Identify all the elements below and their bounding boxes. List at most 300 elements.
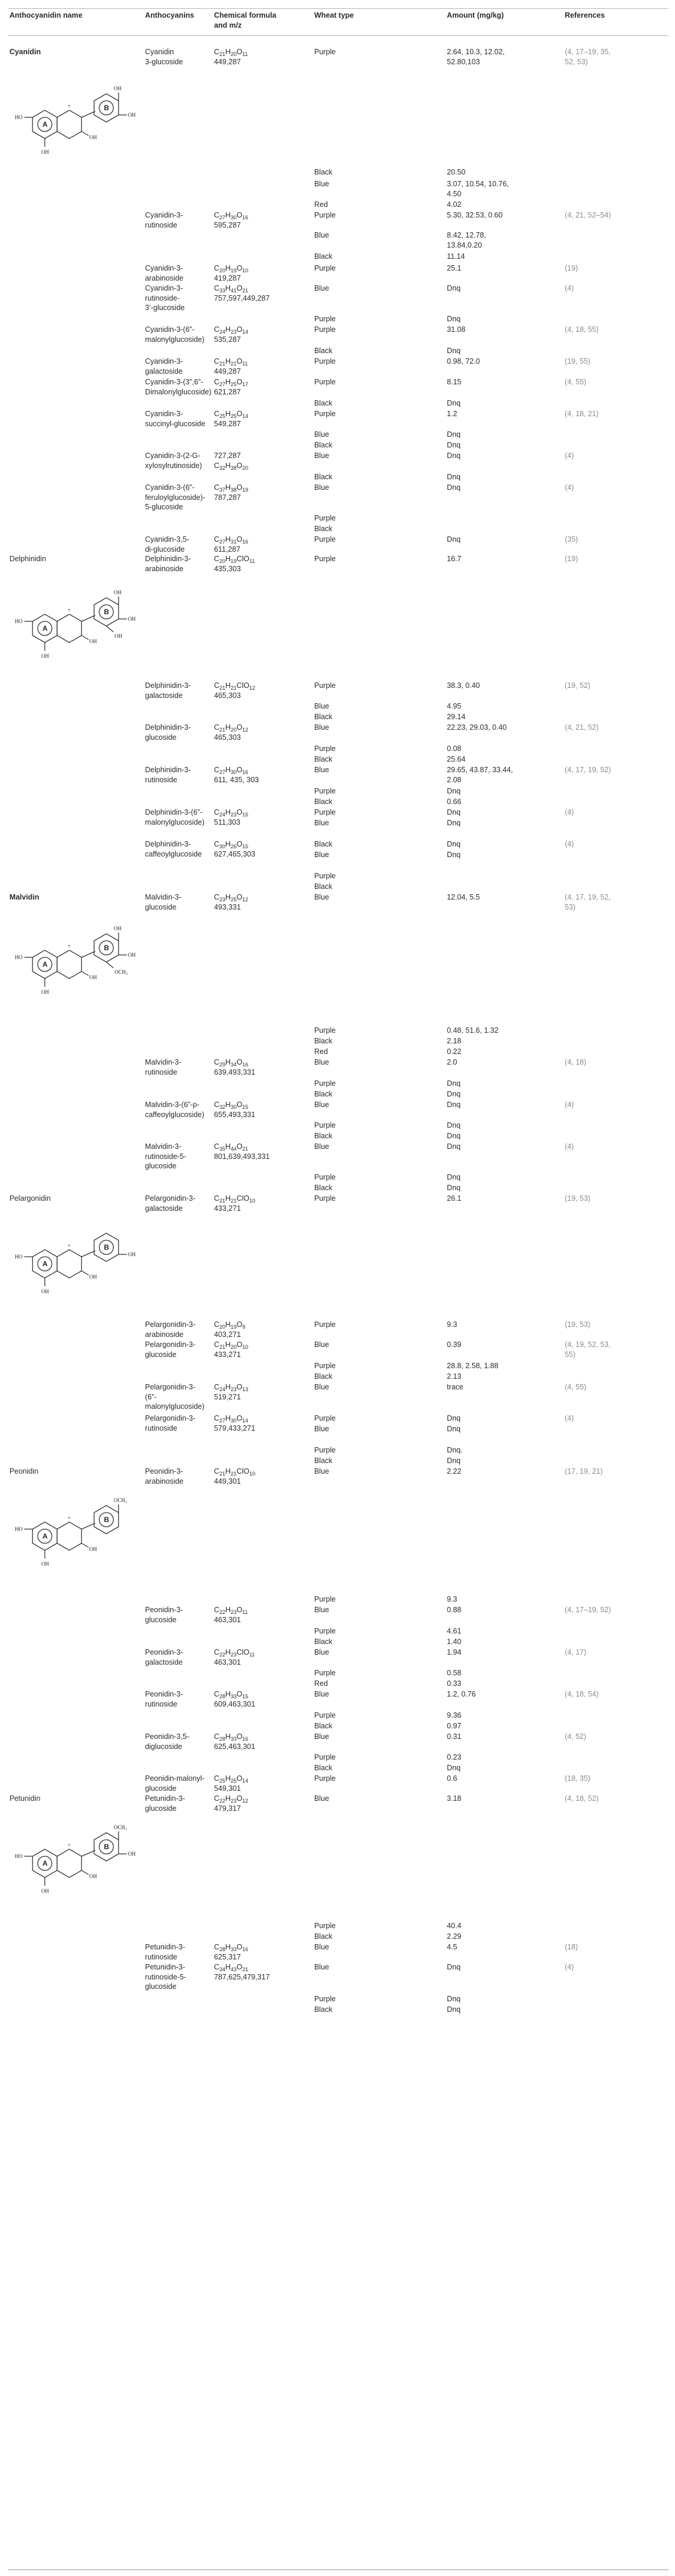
anthocyanin-name: xylosylrutinoside) [145,461,202,470]
formula-element: C [214,1794,220,1803]
anthocyanin-name: Malvidin-3-(6”-p- [145,1101,200,1109]
amount-value: 29.14 [447,713,466,721]
anthocyanin-name: Delphinidin-3- [145,723,191,732]
amount-value: 3.07, 10.54, 10.76, [447,180,509,188]
anthocyanin-name: malonylglucoside) [145,818,205,826]
ring-c-outline [57,614,82,643]
formula-subscript: 21 [219,1471,226,1477]
amount-value: Dnq [447,851,461,859]
formula-element: 727,287 [214,452,241,460]
formula-element: H [225,410,231,418]
formula-element: ClO [236,681,249,690]
formula-element: H [225,1774,231,1783]
chemical-formula [214,1648,255,1658]
formula-element: H [225,1794,231,1803]
formula-element: ClO [236,555,249,563]
chemical-formula [214,1194,255,1204]
chemical-formula [214,483,248,493]
formula-subscript: 27 [219,381,226,387]
formula-subscript: 11 [242,1609,248,1615]
formula-element: O [236,766,243,774]
chemical-formula [214,535,248,545]
formula-subscript: 21 [242,1146,249,1152]
wheat-type: Red [314,1047,328,1056]
anthocyanin-name: Cyanidin-3-(6”- [145,483,195,492]
amount-value: 4.5 [447,1943,457,1951]
ring-b-substituent-bottom: OH [114,633,123,639]
anthocyanin-name: Cyanidin-3-(2-G- [145,452,200,460]
formula-element: H [225,1690,231,1698]
formula-element: O [236,211,243,219]
amount-value: Dnq [447,430,461,439]
anthocyanidin-name: Malvidin [9,893,39,901]
formula-subscript: 28 [219,1946,226,1952]
wheat-type: Black [314,252,332,261]
formula-element: C [214,1467,220,1475]
amount-value: 40.4 [447,1922,462,1930]
wheat-type: Blue [314,1794,330,1803]
chemical-formula [214,691,241,701]
ring-b-substituent-top: OCH₃ [114,1497,127,1503]
formula-subscript: 21 [219,1344,226,1350]
anthocyanin-name: 5-glucoside [145,503,183,511]
formula-subscript: 34 [231,1062,237,1068]
oxonium-charge: + [67,607,71,613]
anthocyanin-name: Cyanidin [145,48,174,56]
formula-subscript: 16 [242,539,249,545]
formula-subscript: 21 [242,288,249,294]
formula-subscript: 22 [219,1609,226,1615]
ring-b-label: B [104,1516,110,1524]
formula-subscript: 27 [219,215,226,220]
wheat-type: Black [314,525,332,533]
anthocyanin-name: glucoside [145,1350,177,1359]
hydroxyl-3-label: OH [89,638,97,644]
formula-element: O [236,1606,243,1614]
formula-element: 579,433,271 [214,1424,256,1432]
chemical-formula [214,564,241,574]
reference-link: (19, 53) [565,1194,591,1203]
amount-value: 8.42, 12.78, [447,231,486,239]
wheat-type: Black [314,882,332,891]
amount-value: 0.88 [447,1606,462,1614]
hydroxyl-5-label: OH [41,653,49,659]
amount-value: 0.66 [447,798,462,806]
chemical-formula [214,1320,245,1330]
pelargonidin-structure [8,1207,138,1307]
ring-b-substituent-top: OH [114,589,122,595]
formula-subscript: 33 [231,1946,237,1952]
formula-element: 463,301 [214,1615,241,1624]
formula-subscript: 24 [219,1386,226,1392]
amount-value: 31.08 [447,325,466,334]
amount-value: Dnq [447,840,461,848]
formula-subscript: 21 [219,361,226,367]
wheat-type: Purple [314,1194,336,1203]
formula-element: C [214,1142,220,1151]
amount-value: Dnq. [447,1446,463,1454]
formula-subscript: 14 [242,1778,249,1784]
formula-subscript: 21 [219,1198,226,1204]
formula-element: O [236,378,243,386]
header-chemical-formula-line: and m/z [214,21,242,29]
bond-3-oh [81,1271,88,1275]
formula-subscript: 14 [242,329,249,335]
reference-link: (17, 19, 21) [565,1467,603,1475]
ring-b-label: B [104,1843,110,1851]
reference-link: (4) [565,284,574,292]
formula-element: C [214,555,220,563]
amount-value: 12.04, 5.5 [447,893,480,901]
formula-element: C [214,1606,220,1614]
reference-link: (4) [565,808,574,816]
wheat-type: Blue [314,851,330,859]
chemical-formula [214,1699,255,1709]
ring-b-substituent-right: OH [128,1851,136,1857]
chemical-formula [214,1784,241,1794]
formula-element: C [214,1058,220,1066]
chemical-formula [214,733,241,743]
formula-subscript: 23 [231,1652,237,1658]
anthocyanin-name: Delphinidin-3- [145,555,191,563]
anthocyanin-name: Delphinidin-3- [145,840,191,848]
formula-element: H [225,535,231,543]
ring-b-substituent-right: OH [128,112,136,118]
oxonium-charge: + [67,1842,71,1848]
anthocyanin-name: Peonidin-3- [145,1648,183,1656]
formula-element: O [236,461,243,470]
wheat-type: Black [314,473,332,481]
amount-value: 9.36 [447,1711,462,1719]
formula-subscript: 23 [231,1798,237,1804]
bond-3-oh [81,1870,88,1875]
formula-element: C [214,1690,220,1698]
wheat-type: Blue [314,231,330,239]
formula-subscript: 29 [219,1062,226,1068]
amount-value: Dnq [447,1121,461,1129]
reference-link: (19, 52) [565,681,591,690]
formula-element: H [225,1943,231,1951]
wheat-type: Black [314,798,332,806]
formula-element: H [225,264,231,272]
chemical-formula [214,1068,255,1078]
wheat-type: Purple [314,787,336,795]
hydroxyl-5-label: OH [41,1561,49,1567]
formula-subscript: 35 [219,1146,226,1152]
cyanidin-structure [8,68,138,168]
formula-subscript: 38 [231,465,237,471]
formula-element: H [225,766,231,774]
formula-element: H [225,1142,231,1151]
formula-subscript: 10 [249,1198,255,1204]
amount-value: 22.23, 29.03, 0.40 [447,723,507,732]
reference-link: (4) [565,1963,574,1971]
formula-element: C [214,211,220,219]
reference-link: (4, 21, 52–54) [565,211,611,219]
reference-link: (4, 17) [565,1648,587,1656]
formula-element: H [225,357,231,365]
anthocyanin-name: Malvidin-3- [145,1058,182,1066]
chemical-formula [214,461,248,471]
formula-subscript: 20 [242,465,249,471]
formula-element: O [236,1732,243,1741]
reference-link: (4) [565,1414,574,1422]
ring-c-outline [57,1849,82,1877]
anthocyanin-name: rutinoside-5- [145,1972,186,1981]
reference-link: (19) [565,264,578,272]
hydroxyl-7-label: HO [15,954,23,960]
formula-subscript: 28 [219,1694,226,1699]
formula-element: H [225,1963,231,1971]
anthocyanin-name: rutinoside [145,1952,177,1961]
hydroxyl-3-label: OH [89,134,97,140]
formula-subscript: 33 [231,1694,237,1699]
formula-subscript: 21 [219,51,226,57]
formula-subscript: 11 [242,51,248,57]
formula-element: O [236,1142,243,1151]
chemical-formula [214,775,259,785]
formula-element: O [236,1794,243,1803]
amount-value: Dnq [447,1132,461,1140]
chemical-formula [214,1689,248,1699]
formula-subscript: 12 [242,897,249,902]
chemical-formula [214,1732,248,1742]
header-wheat-type: Wheat type [314,11,354,19]
hydroxyl-7-label: HO [15,114,23,120]
formula-subscript: 17 [242,381,249,387]
hydroxyl-3-label: OH [89,1873,97,1879]
chemical-formula [214,387,241,397]
formula-element: 511,303 [214,818,241,826]
ring-a-label: A [42,1260,48,1268]
anthocyanin-name: Cyanidin-3- [145,357,183,365]
amount-value: 1.2 [447,410,457,418]
formula-subscript: 25 [231,413,237,419]
anthocyanin-name: Peonidin-malonyl- [145,1774,205,1783]
formula-subscript: 27 [219,1418,226,1424]
amount-value: 28.8, 2.58, 1.88 [447,1362,499,1370]
formula-subscript: 21 [219,727,226,733]
formula-subscript: 38 [231,487,237,493]
formula-subscript: 43 [231,1966,237,1972]
wheat-type: Purple [314,1026,336,1035]
oxonium-charge: + [67,943,71,949]
amount-value: 1.94 [447,1648,462,1656]
chemical-formula [214,1110,255,1120]
formula-subscript: 24 [219,812,226,818]
formula-element: 625,317 [214,1952,241,1961]
amount-value: 8.15 [447,378,462,386]
wheat-type: Blue [314,819,330,827]
formula-subscript: 21 [231,1471,237,1477]
formula-subscript: 10 [242,268,249,274]
wheat-type: Blue [314,1648,330,1656]
formula-subscript: 16 [242,1946,249,1952]
wheat-type: Black [314,755,332,763]
wheat-type: Red [314,1679,328,1688]
hydroxyl-7-label: HO [15,1853,23,1859]
amount-value: 1.2, 0.76 [447,1690,476,1698]
ring-c-outline [57,110,82,139]
reference-link: (4, 55) [565,1383,587,1391]
formula-element: 611, 435, 303 [214,775,259,784]
chemical-formula [214,210,248,220]
wheat-type: Blue [314,723,330,732]
amount-value: 0.97 [447,1722,462,1730]
chemical-formula [214,357,248,367]
formula-element: H [225,1320,231,1329]
anthocyanin-name: glucoside [145,733,177,742]
anthocyanidin-name: Peonidin [9,1467,39,1475]
anthocyanin-name: Petunidin-3- [145,1943,185,1951]
wheat-type: Blue [314,1690,330,1698]
amount-value: Dnq [447,1101,461,1109]
amount-value: Dnq [447,787,461,795]
amount-value: Dnq [447,819,461,827]
chemical-formula [214,493,241,503]
anthocyanin-name: Cyanidin-3- [145,284,183,292]
amount-value: 0.48, 51.6, 1.32 [447,1026,499,1035]
formula-subscript: 24 [219,329,226,335]
formula-subscript: 34 [219,1966,226,1972]
formula-subscript: 19 [231,268,237,274]
formula-element: C [214,264,220,272]
wheat-type: Purple [314,555,336,563]
amount-value: Dnq [447,535,461,543]
chemical-formula [214,1058,248,1068]
anthocyanin-name: Pelargonidin-3- [145,1194,196,1203]
anthocyanin-name: Delphinidin-3-(6”- [145,808,203,816]
amount-value: 3.18 [447,1794,462,1803]
anthocyanin-name: galactoside [145,367,183,375]
chemical-formula [214,419,241,429]
reference-link: 52, 53) [565,57,588,66]
wheat-type: Purple [314,211,336,219]
hydroxyl-3-label: OH [89,974,97,980]
wheat-type: Purple [314,514,336,522]
wheat-type: Black [314,2005,332,2014]
amount-value: 0.22 [447,1047,462,1056]
formula-subscript: 9 [242,1324,246,1330]
formula-element: O [236,1943,243,1951]
amount-value: 13.84,0.20 [447,241,482,249]
reference-link: (4, 18, 55) [565,325,599,334]
formula-subscript: 44 [231,1146,237,1152]
wheat-type: Purple [314,1079,336,1088]
bond-3-oh [81,131,88,136]
chemical-formula [214,47,248,57]
wheat-type: Black [314,1457,332,1465]
formula-subscript: 30 [231,1418,237,1424]
formula-element: H [225,48,231,56]
formula-element: O [236,1383,243,1391]
formula-element: 493,331 [214,902,241,911]
anthocyanin-name: rutinoside [145,1699,177,1708]
formula-subscript: 25 [219,1778,226,1784]
reference-link: (4, 18) [565,1058,587,1066]
formula-element: 419,287 [214,274,241,282]
anthocyanin-name: galactoside [145,1204,183,1213]
chemical-formula [214,335,241,345]
reference-link: 53) [565,902,576,911]
ring-b-label: B [104,608,110,616]
chemical-formula [214,377,248,387]
formula-element: O [236,483,243,492]
anthocyanin-name: Peonidin-3- [145,1606,183,1614]
formula-element: ClO [236,1467,249,1475]
amount-value: 0.08 [447,745,462,753]
formula-element: H [225,723,231,732]
reference-link: (4, 18, 52) [565,1794,599,1803]
chemical-formula [214,902,241,913]
anthocyanin-name: rutinoside [145,775,177,784]
amount-value: Dnq [447,1079,461,1088]
reference-link: (4, 19, 52, 53, [565,1340,611,1349]
formula-subscript: 11 [249,1652,255,1658]
formula-subscript: 20 [219,558,226,564]
formula-element: H [225,555,231,563]
reference-link: (18) [565,1943,578,1951]
malvidin-structure [8,908,138,1008]
wheat-type: Black [314,347,332,355]
reference-link: (4, 52) [565,1732,587,1741]
anthocyanin-name: Pelargonidin-3- [145,1414,196,1422]
ring-b-link [81,951,95,957]
bond-ring-b-bottom [106,962,113,968]
formula-subscript: 16 [242,1062,249,1068]
amount-value: 16.7 [447,555,462,563]
formula-element: O [236,535,243,543]
ring-b-link [81,615,95,621]
wheat-type: Purple [314,1627,336,1635]
formula-element: O [236,808,243,816]
wheat-type: Purple [314,1595,336,1603]
amount-value: Dnq [447,347,461,355]
anthocyanin-name: rutinoside [145,220,177,229]
anthocyanin-name: malonylglucoside) [145,1402,205,1411]
chemical-formula [214,1414,248,1424]
amount-value: Dnq [447,1764,461,1772]
amount-value: 38.3, 0.40 [447,681,480,690]
amount-value: 2.08 [447,775,462,784]
wheat-type: Purple [314,378,336,386]
formula-element: C [214,1774,220,1783]
formula-element: 435,303 [214,564,241,573]
formula-element: 449,287 [214,57,241,66]
formula-subscript: 33 [219,288,226,294]
formula-element: C [214,325,220,334]
formula-subscript: 16 [242,769,249,775]
amount-value: 0.58 [447,1669,462,1677]
anthocyanin-name: diglucoside [145,1742,183,1751]
chemical-formula [214,765,248,775]
formula-element: 621,287 [214,387,241,396]
formula-element: 535,287 [214,335,241,344]
anthocyanin-name: Malvidin-3- [145,893,182,901]
amount-value: 1.40 [447,1638,462,1646]
anthocyanin-name: glucoside [145,1784,177,1793]
wheat-type: Black [314,713,332,721]
formula-subscript: 26 [231,844,237,849]
chemical-formula [214,681,255,691]
wheat-type: Blue [314,284,330,292]
formula-subscript: 14 [242,413,249,419]
ring-a-label: A [42,1532,48,1540]
anthocyanin-name: Peonidin-3- [145,1690,183,1698]
wheat-type: Purple [314,410,336,418]
wheat-type: Blue [314,452,330,460]
ring-b-link [81,1850,95,1856]
